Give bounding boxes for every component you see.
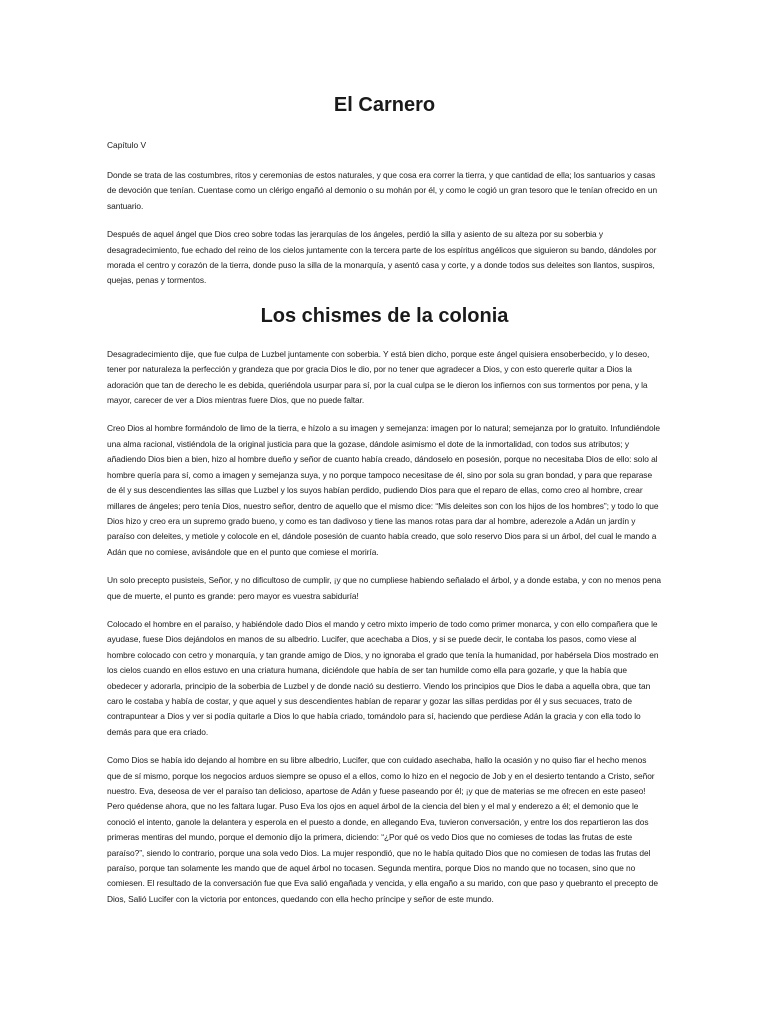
section-title: Los chismes de la colonia — [260, 304, 509, 327]
document-content — [107, 92, 662, 920]
intro-paragraph: Donde se trata de las costumbres, ritos y ceremonias de estos naturales, y que cosa era correr la tierra, y que cantidad de ella; los santuarios y casas de devoción que tenían. Cuentase como un clérigo engañó al demonio o su mohán por él, y como le cogió un gran tesoro que le tenían ofrecido en un santuario. — [107, 170, 658, 211]
section-paragraph: Desagradecimiento dije, que fue culpa de Luzbel juntamente con soberbia. Y está bien dicho, porque este ángel quisiera ensoberbecido, y lo deseo, tener por naturaleza la perfección y grandeza que por gracia Dios le dio, por no tener que agradecer a Dios, y con esto quererle quitar a Dios la adoración que tan de derecho le es debida, queriéndola usurpar para sí, por la cual culpa se le dieron los infiernos con sus tormentos por pena, y la mayor, carecer de ver a Dios mientras fuere Dios, que no puede faltar. — [107, 348, 650, 406]
intro-paragraph: Después de aquel ángel que Dios creo sobre todas las jerarquías de los ángeles, perdió la silla y asiento de su alteza por su soberbia y desagradecimiento, fue echado del reino de los cielos juntamente con la tercera parte de los espíritus angélicos que siguieron su bando, dándoles por morada el centro y corazón de la tierra, donde puso la silla de la monarquía, y asentó casa y corte, y a donde todos sus deleites son llantos, suspiros, quejas, penas y tormentos. — [107, 229, 657, 286]
chapter-label: Capítulo V — [107, 140, 147, 150]
document-title: El Carnero — [333, 94, 436, 116]
section-paragraph: Un solo precepto pusisteis, Señor, y no dificultoso de cumplir, ¡y que no cumpliese habiendo señalado el árbol, y a donde estaba, y con no menos pena que de muerte, el punto es grande: pero mayor es vuestra sabiduría! — [107, 575, 662, 601]
section-paragraph: Como Dios se había ido dejando al hombre en su libre albedrio, Lucifer, que con cuidado asechaba, hallo la ocasión y no quiso fiar el hecho menos que de sí mismo, porque los negocios arduos siempre se opuso el a ellos, como lo hizo en el negocio de Job y en el desierto tentando a Cristo, señor nuestro. Eva, deseosa de ver el paraíso tan delicioso, apartose de Adán y fuese paseando por él; ¡y que de materias se me ofrecen en este paseo! Pero quédense ahora, que no les faltara lugar. Puso Eva los ojos en aquel árbol de la ciencia del bien y el mal y enderezo a él; el demonio que le conoció el intento, ganole la delantera y esperola en el puesto a donde, en allegando Eva, tuvieron conversación, y entre los dos repartieron las dos primeras mentiras del mundo, porque el demonio dijo la primera, diciendo: “¿Por qué os vedo Dios que no comieses de todas las frutas de este paraíso?”, siendo lo contrario, porque una sola vedo Dios. La mujer respondió, que no le había quitado Dios que no comiesen de todas las frutas del paraíso, porque tan solamente les mando que de aquel árbol no tocasen. Segunda mentira, porque Dios no mando que no tocasen, sino que no comiesen. El resultado de la conversación fue que Eva salió engañada y vencida, y ella engaño a su marido, con que paso y quebranto el precepto de Dios, Salió Lucifer con la victoria por entonces, quedando con ella hecho príncipe y señor de este mundo. — [107, 755, 658, 904]
section-paragraph: Colocado el hombre en el paraíso, y habiéndole dado Dios el mando y cetro mixto imperio de todo como primer monarca, y con ello compañera que le ayudase, fuese Dios dejándolos en manos de su albedrio. Lucifer, que acechaba a Dios, y si se puede decir, le contaba los pasos, como viese al hombre colocado con cetro y monarquía, y tan grande amigo de Dios, y no ignoraba el grado que tenía la humanidad, por habérsela Dios mostrado en los cielos cuando en ellos estuvo en una criatura humana, diciéndole que había de ser tan humilde como ella para gozarle, y que la había que obedecer y adorarla, principio de la soberbia de Luzbel y de donde nació su destierro. Viendo los principios que Dios le daba a aquella obra, que tan caro le costaba y había de costar, y que aquel y sus descendientes habían de reparar y gozar las sillas perdidas por él y sus secuaces, trato de contrapuntear a Dios y ver si podía quitarle a Dios lo que había criado, tomándolo para sí, haciendo que perdiese Adán la gracia y con ella todo lo demás para que era criado. — [107, 618, 659, 737]
section-paragraph: Creo Dios al hombre formándolo de limo de la tierra, e hízolo a su imagen y semejanza: imagen por lo natural; semejanza por lo gratuito. Infundiéndole una alma racional, vistiéndola de la original justicia para que la gozase, dándole asimismo el dote de la inmortalidad, con todos sus atributos; y añadiendo Dios bien a bien, hizo al hombre dueño y señor de cuanto había creado, dándoselo en posesión, porque no necesitaba Dios de ello: solo al hombre quería para sí, como a imagen y semejanza suya, y no porque tampoco necesitase de él, sino por sola su gran bondad, y para que reparase de él y sus descendientes las sillas que Luzbel y los suyos habían perdido, pudiendo Dios para que el reparo de ellas, como creo al hombre, crear millares de ángeles; pero tenía Dios, nuestro señor, dentro de aquello que el mismo dice: “Mis deleites son con los hijos de los hombres”; y todo lo que Dios hizo y creo era un supremo grado bueno, y como es tan dadivoso y tiene las manos rotas para dar al hombre, aderezole a Adán un jardín y paraíso con deleites, y metiole y colocole en el, dándole posesión de cuanto había creado, que solo reservo Dios para si un árbol, del cual le mando a Adán que no comiese, avisándole que en el punto que comiese el moriría. — [107, 423, 661, 557]
